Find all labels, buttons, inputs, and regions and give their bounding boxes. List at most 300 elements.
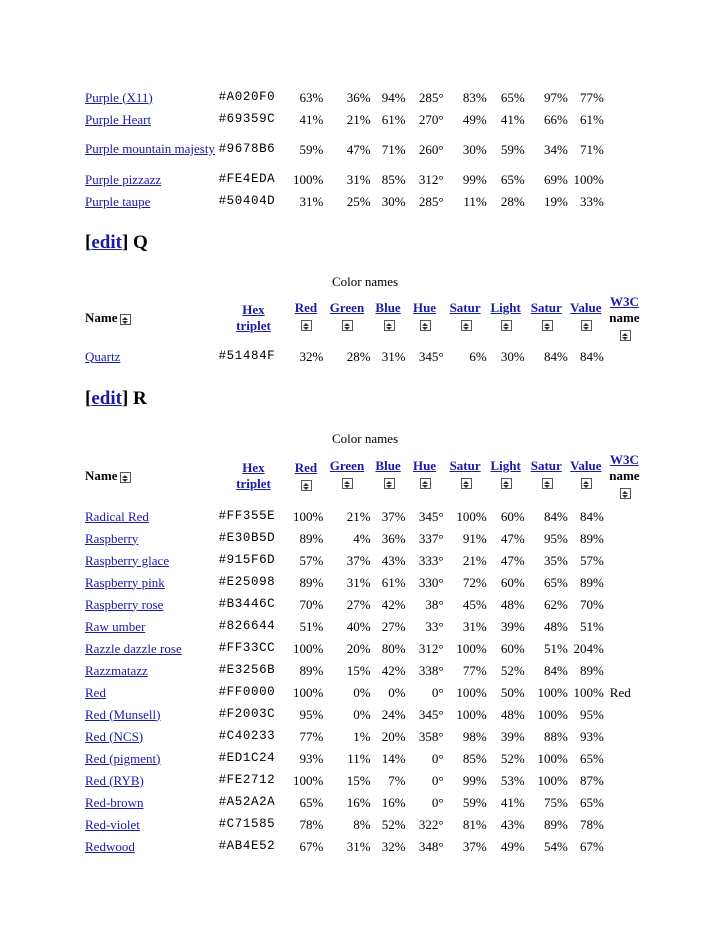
cell-green: 27%	[346, 596, 371, 612]
r-colors-table	[85, 505, 645, 857]
cell-hex: #C40233	[218, 728, 276, 743]
table-row	[85, 703, 645, 725]
header-w3c[interactable]: W3C name	[604, 452, 645, 500]
color-name-link[interactable]: Red (NCS)	[85, 728, 144, 744]
cell-satur2: 84%	[544, 348, 568, 364]
cell-hex: #AB4E52	[218, 838, 276, 853]
cell-red: 57%	[299, 552, 324, 568]
header-hex-link[interactable]: Hex triplet	[236, 302, 271, 333]
cell-satur: 83%	[462, 89, 487, 105]
cell-green: 31%	[346, 574, 371, 590]
cell-hex: #50404D	[218, 193, 276, 208]
color-name-link[interactable]: Raspberry	[85, 530, 139, 546]
cell-light: 53%	[500, 772, 525, 788]
header-satur2[interactable]	[525, 294, 568, 342]
cell-red: 89%	[299, 662, 324, 678]
sort-icon[interactable]	[620, 488, 631, 499]
cell-name	[85, 593, 219, 615]
header-satur2-link[interactable]: Satur	[530, 300, 562, 315]
table-row	[85, 108, 645, 130]
cell-satur: 6%	[469, 348, 487, 364]
sort-icon[interactable]	[384, 320, 395, 331]
table-row	[85, 791, 645, 813]
cell-satur: 99%	[462, 772, 487, 788]
cell-w3c	[604, 345, 645, 367]
color-name-link[interactable]: Red-brown	[85, 794, 144, 810]
cell-w3c	[604, 593, 645, 615]
table-row	[85, 345, 645, 367]
cell-w3c	[604, 835, 645, 857]
cell-red: 77%	[299, 728, 324, 744]
bracket-open: [	[85, 388, 92, 409]
color-name-link[interactable]: Redwood	[85, 838, 135, 854]
cell-satur2: 34%	[544, 141, 568, 157]
cell-light: 39%	[500, 728, 525, 744]
sort-icon[interactable]	[501, 320, 512, 331]
cell-satur2: 100%	[537, 772, 568, 788]
sort-icon[interactable]	[301, 320, 312, 331]
cell-satur: 100%	[456, 640, 487, 656]
cell-w3c	[604, 549, 645, 571]
header-hue[interactable]	[406, 452, 444, 500]
cell-hex: #FF0000	[218, 684, 276, 699]
cell-hex: #F2003C	[218, 706, 276, 721]
cell-light: 65%	[500, 89, 525, 105]
cell-satur2: 84%	[544, 508, 568, 524]
table-row	[85, 615, 645, 637]
cell-light: 47%	[500, 530, 525, 546]
cell-satur2: 84%	[544, 662, 568, 678]
color-name-link[interactable]: Radical Red	[85, 508, 149, 524]
cell-satur2: 51%	[544, 640, 568, 656]
header-value-link[interactable]: Value	[570, 458, 602, 473]
cell-blue: 42%	[381, 596, 406, 612]
cell-satur: 81%	[462, 816, 487, 832]
sort-icon[interactable]	[301, 480, 312, 491]
cell-blue: 52%	[381, 816, 406, 832]
cell-green: 20%	[346, 640, 371, 656]
cell-satur: 45%	[462, 596, 487, 612]
section-letter: R	[133, 388, 147, 409]
cell-satur2: 95%	[544, 530, 568, 546]
cell-green: 16%	[346, 794, 371, 810]
cell-green: 40%	[346, 618, 371, 634]
cell-satur: 11%	[463, 193, 487, 209]
table-row	[85, 637, 645, 659]
sort-icon[interactable]	[384, 478, 395, 489]
header-blue[interactable]	[371, 294, 406, 342]
cell-hex: #FF33CC	[218, 640, 276, 655]
color-name-link[interactable]: Red	[85, 684, 106, 700]
cell-light: 43%	[500, 816, 525, 832]
table-row	[85, 681, 645, 703]
cell-blue: 32%	[381, 838, 406, 854]
cell-blue: 14%	[381, 750, 406, 766]
cell-hue: 333°	[418, 552, 444, 568]
cell-satur2: 62%	[544, 596, 568, 612]
cell-light: 48%	[500, 706, 525, 722]
header-satur[interactable]	[444, 452, 487, 500]
cell-hex: #9678B6	[218, 141, 276, 156]
header-light[interactable]	[487, 452, 525, 500]
cell-satur: 99%	[462, 171, 487, 187]
cell-green: 37%	[346, 552, 371, 568]
bracket-close: ]	[121, 232, 129, 253]
cell-w3c	[604, 703, 645, 725]
cell-red: 67%	[299, 838, 324, 854]
cell-hue: 345°	[418, 348, 444, 364]
sort-icon[interactable]	[342, 478, 353, 489]
sort-icon[interactable]	[581, 320, 592, 331]
color-name-link[interactable]: Red-violet	[85, 816, 140, 832]
header-hex-link[interactable]: Hex triplet	[236, 460, 271, 491]
section-letter: Q	[133, 232, 148, 253]
sort-icon[interactable]	[501, 478, 512, 489]
table-row	[85, 549, 645, 571]
cell-satur2: 69%	[544, 171, 568, 187]
header-light-link[interactable]: Light	[490, 458, 521, 473]
cell-satur2: 100%	[537, 706, 568, 722]
header-hex[interactable]	[219, 452, 289, 500]
color-name-link[interactable]: Raspberry rose	[85, 596, 164, 612]
cell-light: 60%	[500, 640, 525, 656]
cell-green: 21%	[346, 508, 371, 524]
edit-link-r[interactable]: edit	[91, 388, 122, 409]
cell-light: 52%	[500, 750, 525, 766]
cell-w3c	[604, 813, 645, 835]
cell-hue: 285°	[418, 89, 444, 105]
cell-blue: 24%	[381, 706, 406, 722]
cell-light: 39%	[500, 618, 525, 634]
cell-hue: 338°	[418, 662, 444, 678]
cell-hex: #C71585	[218, 816, 276, 831]
cell-name	[85, 681, 219, 703]
table-row	[85, 571, 645, 593]
header-w3c[interactable]: W3C name	[604, 294, 645, 342]
table-header-q	[85, 294, 645, 342]
header-light[interactable]	[487, 294, 525, 342]
r-table-body	[85, 505, 645, 857]
cell-name	[85, 108, 219, 130]
header-name[interactable]: Name	[85, 452, 219, 500]
cell-name	[85, 659, 219, 681]
header-green-link[interactable]: Green	[329, 458, 365, 473]
color-name-link[interactable]: Purple mountain majesty	[85, 141, 215, 156]
cell-blue: 0%	[388, 684, 406, 700]
cell-green: 31%	[346, 838, 371, 854]
cell-hex: #915F6D	[218, 552, 276, 567]
cell-green: 8%	[353, 816, 371, 832]
cell-hue: 348°	[418, 838, 444, 854]
cell-red: 32%	[299, 348, 324, 364]
table-row	[85, 659, 645, 681]
cell-light: 52%	[500, 662, 525, 678]
table-row	[85, 527, 645, 549]
cell-satur2: 66%	[544, 111, 568, 127]
cell-blue: 71%	[381, 141, 406, 157]
cell-satur: 72%	[462, 574, 487, 590]
cell-value: 70%	[579, 596, 604, 612]
cell-hue: 0°	[431, 750, 444, 766]
cell-hue: 312°	[418, 640, 444, 656]
header-hue-link[interactable]: Hue	[412, 300, 437, 315]
color-name-link[interactable]: Raspberry pink	[85, 574, 165, 590]
cell-value: 89%	[579, 574, 604, 590]
cell-satur: 100%	[456, 508, 487, 524]
color-name-link[interactable]: Raspberry glace	[85, 552, 170, 568]
cell-name	[85, 615, 219, 637]
cell-satur: 100%	[456, 684, 487, 700]
cell-w3c: Red	[609, 684, 631, 700]
color-name-link[interactable]: Purple taupe	[85, 193, 151, 209]
cell-w3c	[604, 637, 645, 659]
sort-icon[interactable]	[581, 478, 592, 489]
cell-w3c	[604, 505, 645, 527]
cell-value: 77%	[579, 89, 604, 105]
cell-name	[85, 527, 219, 549]
cell-satur2: 75%	[544, 794, 568, 810]
cell-green: 31%	[346, 171, 371, 187]
cell-hue: 38°	[425, 596, 444, 612]
header-red-link[interactable]: Red	[294, 300, 318, 315]
cell-value: 87%	[579, 772, 604, 788]
cell-w3c	[604, 86, 645, 108]
cell-name	[85, 130, 219, 168]
header-light-link[interactable]: Light	[490, 300, 521, 315]
cell-hue: 345°	[418, 508, 444, 524]
cell-green: 21%	[346, 111, 371, 127]
cell-satur2: 19%	[544, 193, 568, 209]
cell-hue: 0°	[431, 684, 444, 700]
color-name-link[interactable]: Red (RYB)	[85, 772, 144, 788]
cell-w3c	[604, 527, 645, 549]
header-green-link[interactable]: Green	[329, 300, 365, 315]
q-table-body	[85, 345, 645, 367]
cell-hex: #FE2712	[218, 772, 276, 787]
cell-red: 89%	[299, 574, 324, 590]
sort-icon[interactable]	[542, 320, 553, 331]
sort-icon[interactable]	[461, 478, 472, 489]
cell-blue: 61%	[381, 574, 406, 590]
header-satur-link[interactable]: Satur	[449, 458, 481, 473]
section-heading-q	[85, 232, 148, 254]
cell-satur2: 97%	[544, 89, 568, 105]
cell-blue: 27%	[381, 618, 406, 634]
color-name-link[interactable]: Red (Munsell)	[85, 706, 161, 722]
bracket-open: [	[85, 232, 92, 253]
cell-light: 50%	[500, 684, 525, 700]
cell-green: 15%	[346, 662, 371, 678]
header-red-link[interactable]: Red	[294, 460, 318, 475]
cell-satur: 98%	[462, 728, 487, 744]
cell-blue: 36%	[381, 530, 406, 546]
cell-green: 0%	[353, 684, 371, 700]
cell-value: 67%	[579, 838, 604, 854]
cell-hue: 285°	[418, 193, 444, 209]
header-hue[interactable]	[406, 294, 444, 342]
cell-satur2: 48%	[544, 618, 568, 634]
color-name-link[interactable]: Razzmatazz	[85, 662, 148, 678]
cell-hex: #ED1C24	[218, 750, 276, 765]
sort-icon[interactable]	[620, 330, 631, 341]
header-green[interactable]	[323, 294, 370, 342]
table-caption-q: Color names	[331, 274, 399, 289]
cell-hex: #69359C	[218, 111, 276, 126]
cell-blue: 80%	[381, 640, 406, 656]
header-w3c-link[interactable]: W3C	[609, 294, 639, 309]
cell-hue: 358°	[418, 728, 444, 744]
cell-satur2: 100%	[537, 750, 568, 766]
header-satur-link[interactable]: Satur	[449, 300, 481, 315]
table-row	[85, 86, 645, 108]
cell-name	[85, 637, 219, 659]
cell-hex: #E3256B	[218, 662, 276, 677]
cell-red: 100%	[293, 508, 324, 524]
cell-blue: 85%	[381, 171, 406, 187]
cell-value: 71%	[579, 141, 604, 157]
color-name-link[interactable]: Razzle dazzle rose	[85, 640, 182, 656]
cell-w3c	[604, 659, 645, 681]
header-blue-link[interactable]: Blue	[375, 458, 401, 473]
cell-red: 100%	[293, 684, 324, 700]
cell-hex: #FF355E	[218, 508, 276, 523]
cell-name	[85, 835, 219, 857]
cell-name	[85, 549, 219, 571]
header-w3c-link[interactable]: W3C	[609, 452, 639, 467]
cell-value: 95%	[579, 706, 604, 722]
cell-blue: 94%	[381, 89, 406, 105]
edit-link-q[interactable]: edit	[91, 232, 122, 253]
header-name[interactable]: Name	[85, 294, 219, 342]
cell-satur2: 54%	[544, 838, 568, 854]
cell-hue: 33°	[425, 618, 444, 634]
header-hue-link[interactable]: Hue	[412, 458, 437, 473]
cell-hue: 312°	[418, 171, 444, 187]
header-green[interactable]	[323, 452, 370, 500]
cell-blue: 7%	[388, 772, 406, 788]
cell-red: 65%	[299, 794, 324, 810]
header-hex[interactable]	[219, 294, 289, 342]
header-satur2[interactable]	[525, 452, 568, 500]
cell-w3c	[604, 130, 645, 168]
header-value[interactable]	[568, 294, 604, 342]
header-satur[interactable]	[444, 294, 487, 342]
cell-name	[85, 168, 219, 190]
cell-satur: 85%	[462, 750, 487, 766]
cell-value: 57%	[579, 552, 604, 568]
cell-hue: 0°	[431, 794, 444, 810]
cell-red: 100%	[293, 772, 324, 788]
cell-name	[85, 725, 219, 747]
header-value-link[interactable]: Value	[570, 300, 602, 315]
cell-green: 1%	[353, 728, 371, 744]
cell-name	[85, 813, 219, 835]
cell-w3c	[604, 168, 645, 190]
cell-w3c	[604, 108, 645, 130]
cell-red: 100%	[293, 171, 324, 187]
sort-icon[interactable]	[420, 320, 431, 331]
cell-hex: #51484F	[218, 348, 276, 363]
cell-w3c	[604, 769, 645, 791]
cell-green: 11%	[347, 750, 371, 766]
cell-value: 33%	[579, 193, 604, 209]
sort-icon[interactable]	[461, 320, 472, 331]
table-row	[85, 593, 645, 615]
cell-name	[85, 703, 219, 725]
color-name-link[interactable]: Red (pigment)	[85, 750, 161, 766]
header-value[interactable]	[568, 452, 604, 500]
header-blue[interactable]	[371, 452, 406, 500]
table-row	[85, 747, 645, 769]
color-name-link[interactable]: Quartz	[85, 348, 121, 364]
cell-value: 65%	[579, 794, 604, 810]
cell-red: 41%	[299, 111, 324, 127]
cell-red: 78%	[299, 816, 324, 832]
cell-name	[85, 747, 219, 769]
cell-hex: #826644	[218, 618, 276, 633]
cell-hex: #A020F0	[218, 89, 276, 104]
cell-hue: 270°	[418, 111, 444, 127]
color-name-link[interactable]: Purple (X11)	[85, 89, 153, 105]
cell-satur: 100%	[456, 706, 487, 722]
cell-light: 65%	[500, 171, 525, 187]
table-caption-r: Color names	[331, 431, 399, 446]
sort-icon[interactable]	[342, 320, 353, 331]
color-name-link[interactable]: Raw umber	[85, 618, 146, 634]
cell-value: 93%	[579, 728, 604, 744]
header-red[interactable]	[288, 294, 323, 342]
header-satur2-link[interactable]: Satur	[530, 458, 562, 473]
cell-green: 36%	[346, 89, 371, 105]
color-name-link[interactable]: Purple pizzazz	[85, 171, 162, 187]
cell-satur: 37%	[462, 838, 487, 854]
header-red[interactable]	[288, 452, 323, 500]
cell-satur: 77%	[462, 662, 487, 678]
cell-value: 61%	[579, 111, 604, 127]
cell-value: 84%	[579, 348, 604, 364]
cell-hex: #A52A2A	[218, 794, 276, 809]
cell-light: 41%	[500, 794, 525, 810]
color-name-link[interactable]: Purple Heart	[85, 111, 152, 127]
table-row	[85, 190, 645, 212]
cell-hex: #E30B5D	[218, 530, 276, 545]
table-row	[85, 168, 645, 190]
cell-name	[85, 86, 219, 108]
sort-icon[interactable]	[120, 314, 131, 325]
cell-hue: 322°	[418, 816, 444, 832]
cell-w3c	[604, 725, 645, 747]
sort-icon[interactable]	[420, 478, 431, 489]
cell-hue: 337°	[418, 530, 444, 546]
purple-table-body	[85, 86, 645, 212]
cell-red: 95%	[299, 706, 324, 722]
cell-satur: 31%	[462, 618, 487, 634]
cell-hex: #B3446C	[218, 596, 276, 611]
cell-satur2: 100%	[537, 684, 568, 700]
cell-light: 48%	[500, 596, 525, 612]
sort-icon[interactable]	[542, 478, 553, 489]
cell-name	[85, 791, 219, 813]
cell-red: 31%	[299, 193, 324, 209]
cell-light: 60%	[500, 574, 525, 590]
cell-hue: 345°	[418, 706, 444, 722]
cell-value: 204%	[573, 640, 604, 656]
header-blue-link[interactable]: Blue	[375, 300, 401, 315]
cell-name	[85, 190, 219, 212]
cell-name	[85, 571, 219, 593]
sort-icon[interactable]	[120, 472, 131, 483]
cell-value: 100%	[573, 171, 604, 187]
